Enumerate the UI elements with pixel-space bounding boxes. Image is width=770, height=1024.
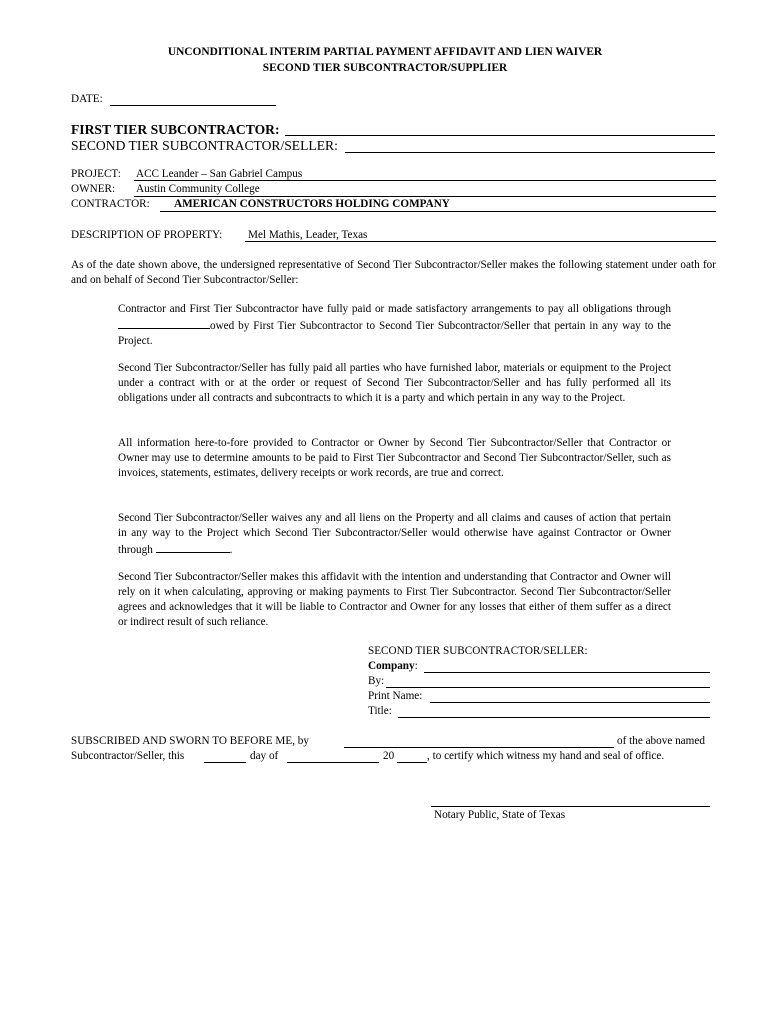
sworn-month-field[interactable]	[287, 762, 379, 763]
paragraph-parties-paid: Second Tier Subcontractor/Seller has fully paid all parties who have furnished labor, materials or equipment to the Project under a contract with or at the order or request of Second Tier Subcontractor/Seller and has fully performed all its obligations under all contracts and subcontracts to which it is a party and which pertain in any way to the Project.	[118, 362, 671, 404]
p4-text-b: .	[229, 544, 233, 556]
document-title: UNCONDITIONAL INTERIM PARTIAL PAYMENT AFFIDAVIT AND LIEN WAIVER	[167, 46, 603, 58]
waiver-through-date-field[interactable]	[156, 541, 230, 553]
owner-label: OWNER:	[71, 183, 116, 195]
first-tier-label: FIRST TIER SUBCONTRACTOR:	[71, 122, 280, 137]
contractor-field[interactable]	[160, 211, 716, 212]
project-value: ACC Leander – San Gabriel Campus	[136, 168, 303, 180]
through-date-field[interactable]	[118, 317, 210, 329]
notary-signature-field[interactable]	[431, 806, 710, 807]
paragraph-lien-waiver	[118, 511, 671, 558]
signature-heading: SECOND TIER SUBCONTRACTOR/SELLER:	[368, 645, 588, 657]
paragraph-reliance: Second Tier Subcontractor/Seller makes this affidavit with the intention and understanding that Contractor and Owner will rely on it when calculating, approving or making payments to First Tier Subcontractor. Second Tier Subcontractor/Seller agrees and acknowledges that it will be liable to Contractor and Owner for any losses that either of them suffer as a direct or indirect result of such reliance.	[118, 571, 671, 628]
date-label: DATE:	[71, 93, 103, 105]
paragraph-information-true: All information here-to-fore provided to Contractor or Owner by Second Tier Subcontractor/Seller that Contractor or Owner may use to determine amounts to be paid to First Tier Subcontractor and Second Tier Subcontractor/Seller, such as invoices, statements, estimates, delivery receipts or work records, are true and correct.	[118, 437, 671, 479]
owner-value: Austin Community College	[136, 183, 260, 195]
property-value: Mel Mathis, Leader, Texas	[248, 229, 368, 241]
by-field[interactable]	[386, 687, 710, 688]
owner-field[interactable]	[134, 196, 716, 197]
print-name-field[interactable]	[430, 702, 710, 703]
first-tier-field[interactable]	[285, 135, 715, 136]
p1-text-b: owed by First Tier Subcontractor to Second Tier Subcontractor/Seller that pertain in any way to the Project.	[118, 320, 671, 347]
contractor-value: AMERICAN CONSTRUCTORS HOLDING COMPANY	[174, 198, 450, 210]
p4-text-a: Second Tier Subcontractor/Seller waives any and all liens on the Property and all claims and causes of action that pertain in any way to the Project which Second Tier Subcontractor/Seller would otherwise have against Contractor or Owner through	[118, 512, 671, 556]
sworn-day-field[interactable]	[204, 762, 246, 763]
intro-paragraph: As of the date shown above, the undersigned representative of Second Tier Subcontractor/Seller makes the following statement under oath for and on behalf of Second Tier Subcontractor/Seller:	[71, 259, 716, 286]
paragraph-payment-obligations	[118, 302, 671, 349]
company-colon: :	[414, 660, 418, 672]
property-label: DESCRIPTION OF PROPERTY:	[71, 229, 223, 241]
title-field[interactable]	[398, 717, 710, 718]
sworn-text-b: of the above named	[617, 735, 705, 747]
p1-text-a: Contractor and First Tier Subcontractor have fully paid or made satisfactory arrangements to pay all obligations through	[118, 303, 671, 315]
date-field[interactable]	[110, 105, 276, 106]
print-name-label: Print Name:	[368, 690, 423, 702]
document-subtitle: SECOND TIER SUBCONTRACTOR/SUPPLIER	[262, 62, 508, 74]
second-tier-field[interactable]	[345, 152, 715, 153]
sworn-by-field[interactable]	[344, 747, 614, 748]
title-label: Title:	[368, 705, 392, 717]
sworn-text-d: day of	[250, 750, 279, 762]
project-label: PROJECT:	[71, 168, 121, 180]
second-tier-label: SECOND TIER SUBCONTRACTOR/SELLER:	[71, 138, 338, 153]
sworn-text-a: SUBSCRIBED AND SWORN TO BEFORE ME, by	[71, 735, 309, 747]
sworn-text-c: Subcontractor/Seller, this	[71, 750, 185, 762]
company-label	[368, 660, 418, 672]
contractor-label: CONTRACTOR:	[71, 198, 150, 210]
property-field[interactable]	[245, 241, 716, 242]
sworn-year-field[interactable]	[397, 762, 427, 763]
notary-label: Notary Public, State of Texas	[434, 809, 566, 821]
company-field[interactable]	[424, 672, 710, 673]
project-field[interactable]	[134, 180, 716, 181]
sworn-text-e: 20	[383, 750, 395, 762]
company-label-text: Company	[368, 660, 415, 672]
sworn-text-f: , to certify which witness my hand and seal of office.	[427, 750, 665, 762]
by-label: By:	[368, 675, 385, 687]
